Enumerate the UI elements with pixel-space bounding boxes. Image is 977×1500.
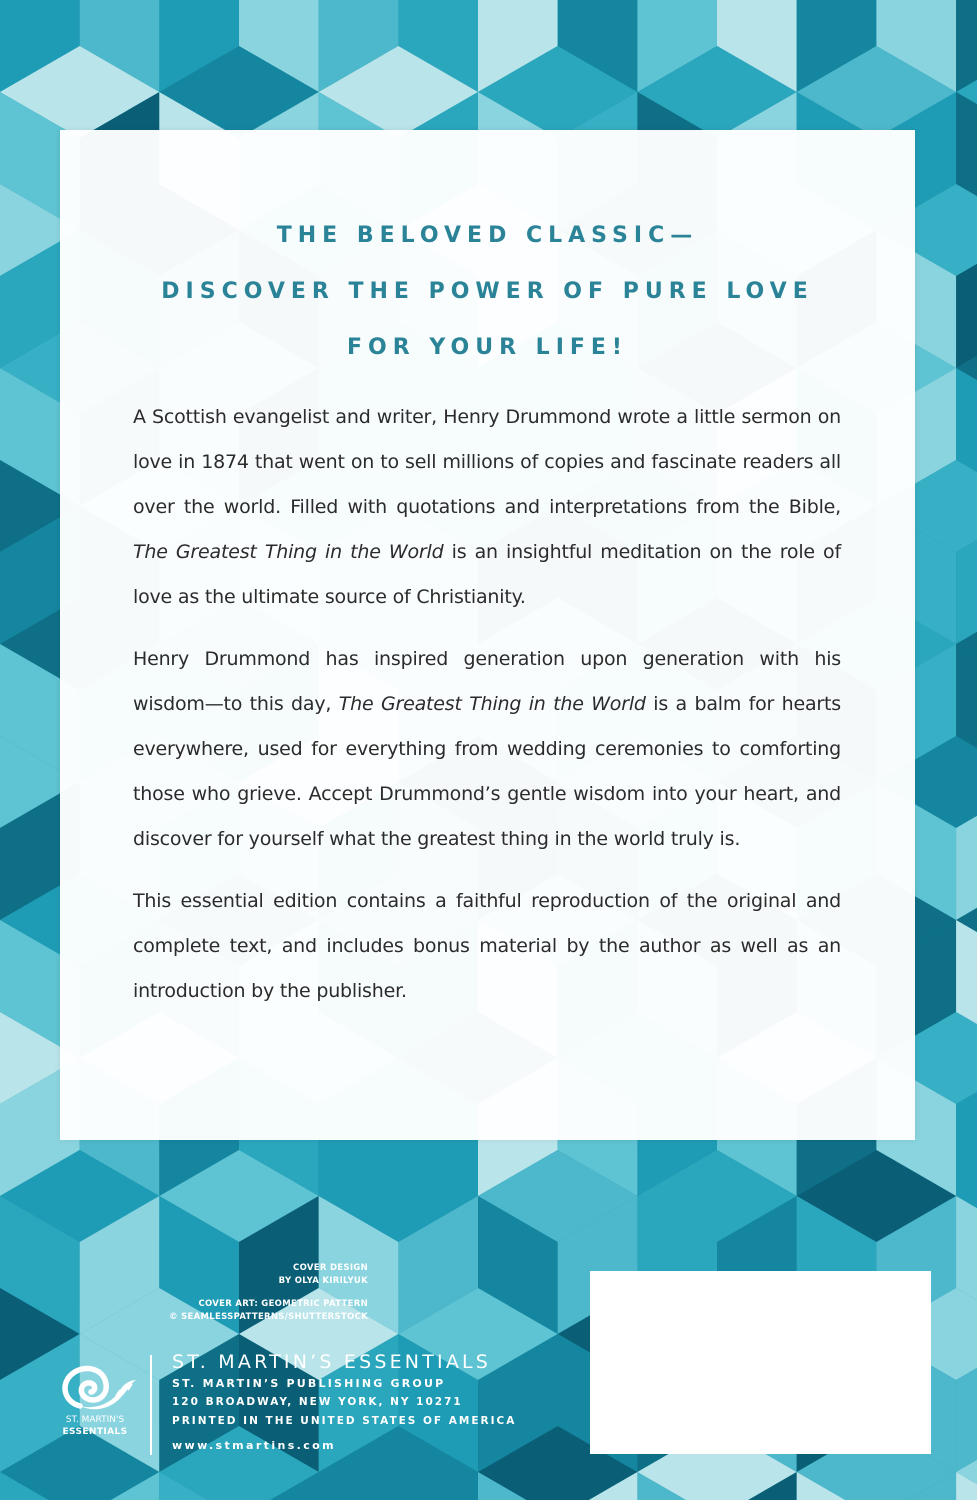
cover-designer: BY OLYA KIRILYUK xyxy=(278,1276,368,1286)
publisher-info xyxy=(172,1350,516,1452)
pattern-facet xyxy=(956,0,977,92)
book-title: The Greatest Thing in the World xyxy=(133,541,444,563)
cover-art-label: COVER ART: GEOMETRIC PATTERN xyxy=(198,1299,368,1309)
printed-in: PRINTED IN THE UNITED STATES OF AMERICA xyxy=(172,1415,517,1427)
description-text xyxy=(133,395,841,1031)
description-panel xyxy=(60,130,915,1140)
paragraph-3: This essential edition contains a faithful reproduction of the original and complete text, and includes bonus material by the author as well as an introduction by the publisher. xyxy=(133,890,841,1002)
barcode-area xyxy=(590,1271,931,1454)
headline-line-3: FOR YOUR LIFE! xyxy=(347,335,628,360)
book-title: The Greatest Thing in the World xyxy=(338,693,646,715)
divider xyxy=(150,1355,152,1455)
publisher-website: www.stmartins.com xyxy=(172,1439,337,1452)
cover-credits xyxy=(150,1262,368,1324)
imprint-name: ST. MARTIN’S ESSENTIALS xyxy=(172,1351,492,1373)
publisher-address: 120 BROADWAY, NEW YORK, NY 10271 xyxy=(172,1396,463,1408)
headline-line-1: THE BELOVED CLASSIC— xyxy=(276,223,699,248)
logo-line-2: ESSENTIALS xyxy=(62,1427,128,1437)
cover-art-source: © SEAMLESSPATTERNS/SHUTTERSTOCK xyxy=(169,1312,368,1322)
paragraph-2: Henry Drummond has inspired generation upon generation with his wisdom—to this day, The Greatest Thing in the World is a balm for hearts everywhere, used for everything from wedding ceremonies to comforting those who grieve. Accept Drummond’s gentle wisdom into your heart, and discover for yourself what the greatest thing in the world truly is. xyxy=(133,648,841,850)
publisher-group: ST. MARTIN’S PUBLISHING GROUP xyxy=(172,1377,446,1390)
headline xyxy=(60,208,915,376)
cover-design-label: COVER DESIGN xyxy=(293,1263,368,1273)
headline-line-2: DISCOVER THE POWER OF PURE LOVE xyxy=(161,279,814,304)
logo-wordmark xyxy=(50,1414,140,1438)
logo-line-1: ST. MARTIN'S xyxy=(65,1415,125,1425)
paragraph-1: A Scottish evangelist and writer, Henry Drummond wrote a little sermon on love in 1874 that went on to sell millions of copies and fascinate readers all over the world. Filled with quotations and interpretations from the Bible, The Greatest Thing in the World is an insightful meditation on the role of love as the ultimate source of Christianity. xyxy=(133,406,841,608)
